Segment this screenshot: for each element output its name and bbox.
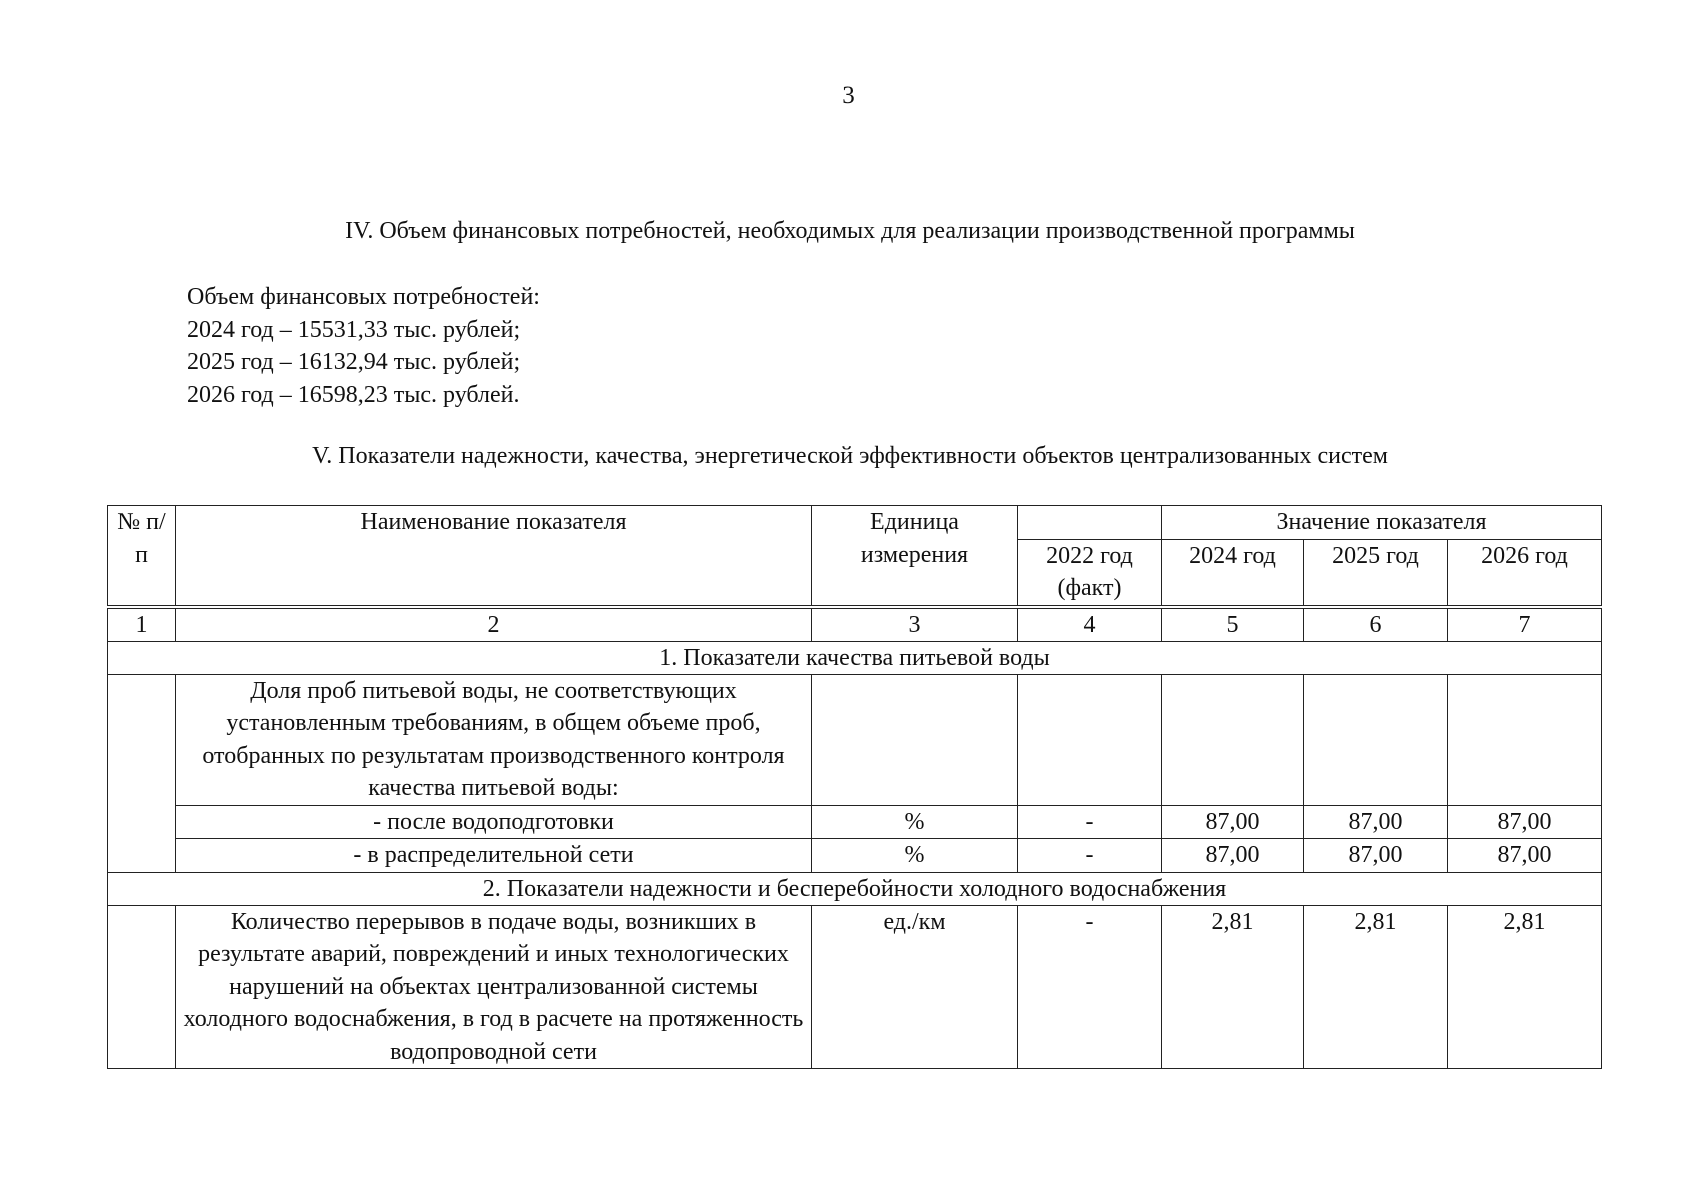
header-2025: 2025 год	[1304, 539, 1448, 607]
column-number: 2	[176, 607, 812, 642]
row-num-empty	[108, 674, 176, 872]
indicators-table	[107, 505, 1602, 1069]
row-name: Количество перерывов в подаче воды, возникших в результате аварий, повреждений и иных технологических нарушений на объектах централизованной системы холодного водоснабжения, в год в расчете на протяженность водопроводной сети	[176, 905, 812, 1069]
header-2022: 2022 год (факт)	[1018, 539, 1162, 607]
section-1-title: 1. Показатели качества питьевой воды	[108, 641, 1602, 674]
empty-cell	[1304, 674, 1448, 805]
empty-cell	[812, 674, 1018, 805]
row-value-2026: 2,81	[1448, 905, 1602, 1069]
row-unit: %	[812, 805, 1018, 839]
row-name: - в распределительной сети	[176, 839, 812, 873]
column-number: 6	[1304, 607, 1448, 642]
header-2024: 2024 год	[1162, 539, 1304, 607]
page-number: 3	[842, 82, 855, 109]
row-name: - после водоподготовки	[176, 805, 812, 839]
section-2-row	[108, 872, 1602, 905]
row-num-empty	[108, 905, 176, 1069]
section-5-title: V. Показатели надежности, качества, энергетической эффективности объектов централизованных систем	[312, 443, 1388, 469]
header-2026: 2026 год	[1448, 539, 1602, 607]
header-num: № п/п	[108, 506, 176, 607]
financial-needs-block	[187, 281, 540, 411]
financial-line-2026: 2026 год – 16598,23 тыс. рублей.	[187, 381, 520, 408]
financial-needs-intro: Объем финансовых потребностей:	[187, 284, 540, 310]
section-1-row	[108, 641, 1602, 674]
indicator-description: Доля проб питьевой воды, не соответствующих установленным требованиям, в общем объеме проб, отобранных по результатам производственного контроля качества питьевой воды:	[176, 674, 812, 805]
row-value-2024: 87,00	[1162, 805, 1304, 839]
row-value-2025: 87,00	[1304, 805, 1448, 839]
row-value-2024: 87,00	[1162, 839, 1304, 873]
empty-cell	[1018, 674, 1162, 805]
row-value-2024: 2,81	[1162, 905, 1304, 1069]
column-number: 7	[1448, 607, 1602, 642]
header-value-group: Значение показателя	[1162, 506, 1602, 540]
header-unit: Единица измерения	[812, 506, 1018, 607]
column-numbering-row	[108, 607, 1602, 642]
column-number: 1	[108, 607, 176, 642]
row-value-2022: -	[1018, 905, 1162, 1069]
table-row	[108, 839, 1602, 873]
row-value-2025: 2,81	[1304, 905, 1448, 1069]
column-number: 4	[1018, 607, 1162, 642]
table-header-row	[108, 506, 1602, 540]
financial-line-2025: 2025 год – 16132,94 тыс. рублей;	[187, 349, 521, 375]
header-empty-cell	[1018, 506, 1162, 540]
row-unit: ед./км	[812, 905, 1018, 1069]
header-name: Наименование показателя	[176, 506, 812, 607]
table-row	[108, 805, 1602, 839]
row-unit: %	[812, 839, 1018, 873]
financial-line-2024: 2024 год – 15531,33 тыс. рублей;	[187, 316, 521, 343]
row-value-2022: -	[1018, 805, 1162, 839]
section-2-title: 2. Показатели надежности и бесперебойности холодного водоснабжения	[108, 872, 1602, 905]
table-row	[108, 674, 1602, 805]
section-4-title: IV. Объем финансовых потребностей, необходимых для реализации производственной программы	[345, 218, 1355, 244]
empty-cell	[1448, 674, 1602, 805]
row-value-2025: 87,00	[1304, 839, 1448, 873]
row-value-2026: 87,00	[1448, 805, 1602, 839]
row-value-2022: -	[1018, 839, 1162, 873]
row-value-2026: 87,00	[1448, 839, 1602, 873]
table-row	[108, 905, 1602, 1069]
column-number: 5	[1162, 607, 1304, 642]
empty-cell	[1162, 674, 1304, 805]
column-number: 3	[812, 607, 1018, 642]
